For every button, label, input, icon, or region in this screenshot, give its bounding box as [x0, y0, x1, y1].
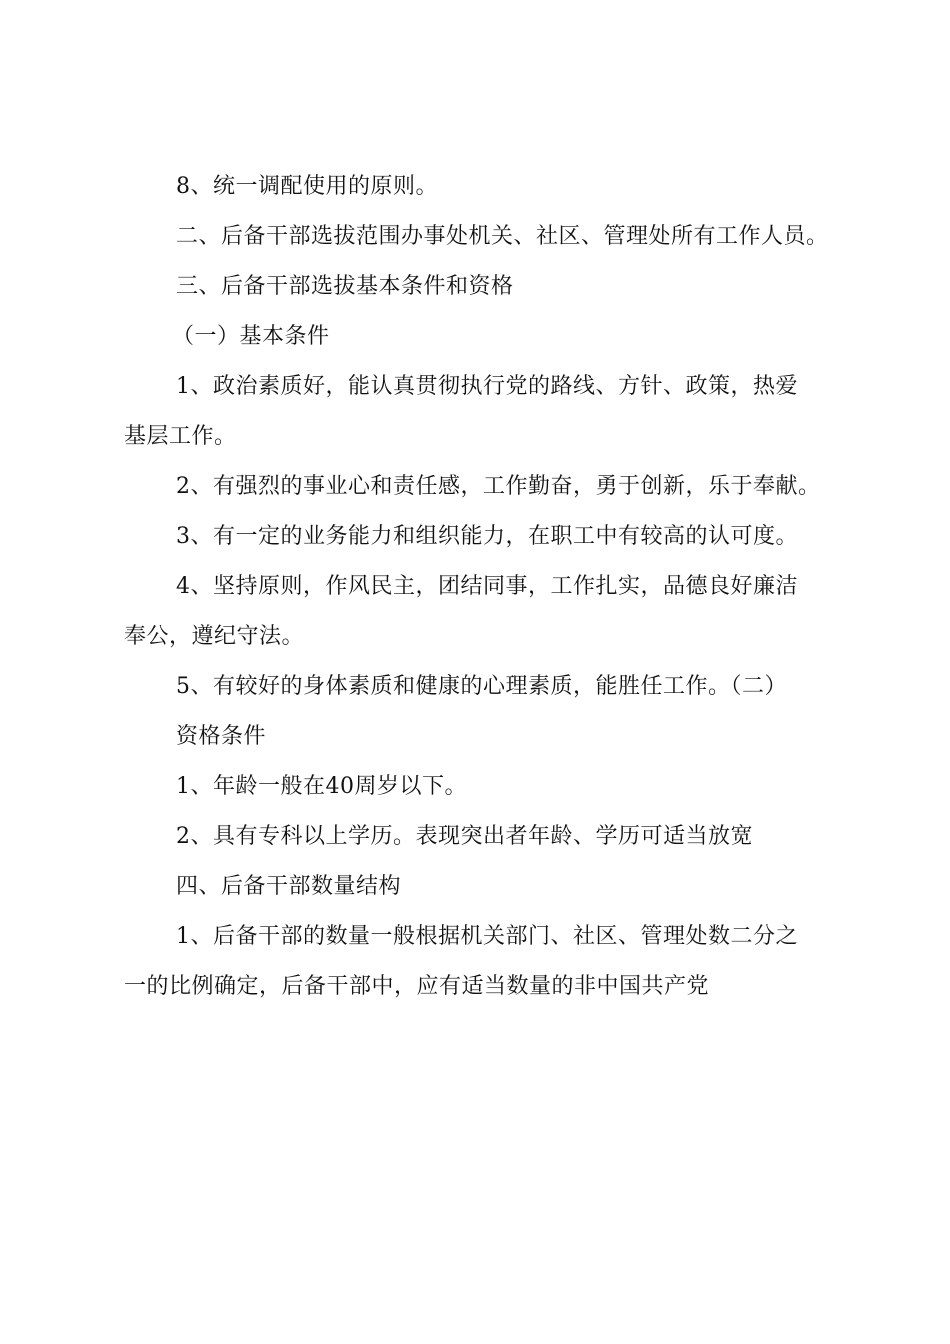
- subsection-heading: 资格条件: [176, 724, 267, 749]
- text-line: 2、具有专科以上学历。表现突出者年龄、学历可适当放宽: [176, 824, 753, 849]
- text-line: 1、政治素质好，能认真贯彻执行党的路线、方针、政策，热爱: [176, 374, 798, 399]
- text-line: 8、统一调配使用的原则。: [176, 174, 438, 199]
- text-line: 4、坚持原则，作风民主，团结同事，工作扎实，品德良好廉洁: [176, 574, 798, 599]
- section-heading: 三、后备干部选拔基本条件和资格: [176, 274, 514, 299]
- subsection-heading: （一）基本条件: [172, 324, 330, 349]
- text-line: 1、后备干部的数量一般根据机关部门、社区、管理处数二分之: [176, 924, 798, 949]
- text-line: 奉公，遵纪守法。: [124, 624, 305, 649]
- text-line: 5、有较好的身体素质和健康的心理素质，能胜任工作。（二）: [176, 674, 787, 699]
- text-line: 一的比例确定，后备干部中，应有适当数量的非中国共产党: [124, 974, 710, 999]
- text-line: 基层工作。: [124, 424, 237, 449]
- text-line: 1、年龄一般在40周岁以下。: [176, 774, 467, 799]
- text-line: 3、有一定的业务能力和组织能力，在职工中有较高的认可度。: [176, 524, 798, 549]
- section-heading: 四、后备干部数量结构: [176, 874, 402, 899]
- text-line: 2、有强烈的事业心和责任感，工作勤奋，勇于创新，乐于奉献。: [176, 474, 821, 499]
- text-line: 二、后备干部选拔范围办事处机关、社区、管理处所有工作人员。: [176, 224, 829, 249]
